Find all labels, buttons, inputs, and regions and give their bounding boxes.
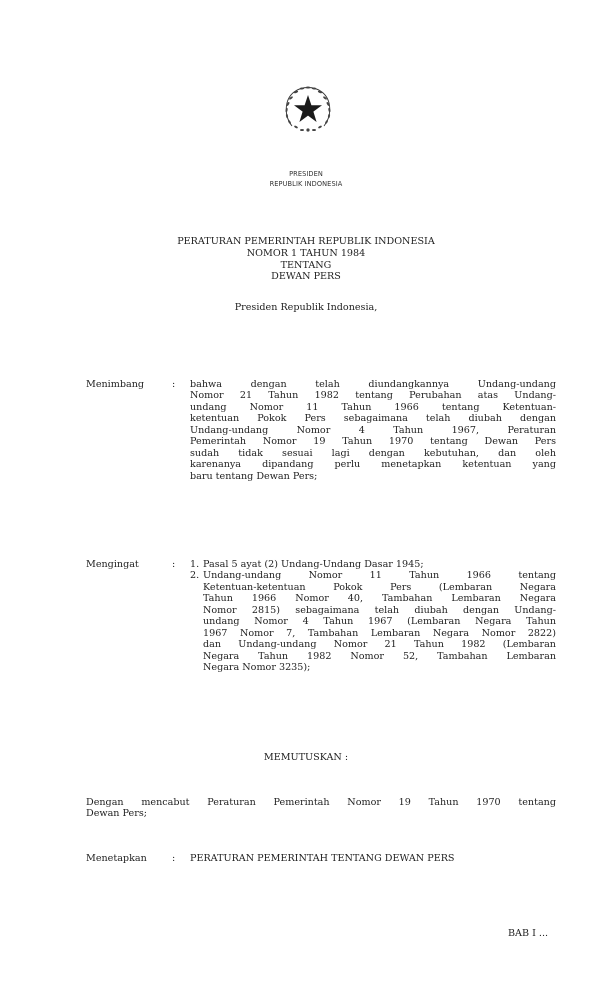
menetapkan-colon: : [172,853,176,864]
text-line: Pasal 5 ayat (2) Undang-Undang Dasar 1945; [203,559,424,570]
text-line: Dengan mencabut Peraturan Pemerintah Nomor 19 Tahun 1970 tentang [86,797,556,808]
preamble-president: Presiden Republik Indonesia, [234,302,378,313]
text-line: undang Nomor 4 Tahun 1967 (Lembaran Negara Tahun [203,616,556,628]
text-line: 1967 Nomor 7, Tambahan Lembaran Negara Nomor 2822) [203,627,556,639]
text-line: Undang-undang Nomor 4 Tahun 1967, Peraturan [190,424,556,436]
text-line: bahwa dengan telah diundangkannya Undang-undang [190,379,556,390]
text-line: ketentuan Pokok Pers sebagaimana telah diubah dengan [190,413,556,425]
text-line: undang Nomor 11 Tahun 1966 tentang Ketentuan- [190,401,556,413]
title-line-1: PERATURAN PEMERINTAH REPUBLIK INDONESIA [177,236,435,247]
text-line: baru tentang Dewan Pers; [190,470,318,482]
text-line: Nomor 21 Tahun 1982 tentang Perubahan atas Undang- [190,390,556,402]
header-republic-label: REPUBLIK INDONESIA [269,180,343,188]
mengingat-colon: : [172,559,176,570]
text-line: sudah tidak sesuai lagi dengan kebutuhan, dan oleh [190,447,556,459]
header-president-label: PRESIDEN [289,170,323,178]
text-line: Tahun 1966 Nomor 40, Tambahan Lembaran Negara [203,593,556,605]
next-page-marker: BAB I ... [508,928,549,939]
text-line: Undang-undang Nomor 11 Tahun 1966 tentang [203,570,556,582]
menimbang-colon: : [172,379,176,390]
text-line: Ketentuan-ketentuan Pokok Pers (Lembaran Negara [203,581,556,593]
menimbang-label: Menimbang [86,379,145,390]
title-line-2: NOMOR 1 TAHUN 1984 [246,247,366,259]
list-item-text [203,559,556,570]
menetapkan-value: PERATURAN PEMERINTAH TENTANG DEWAN PERS [190,853,455,864]
document-title [0,236,612,283]
list-item [190,570,556,673]
menetapkan-label: Menetapkan [86,853,147,864]
presidential-seal-star-icon [282,84,334,164]
mengingat-label: Mengingat [86,559,139,570]
list-number: 2. [190,570,200,582]
text-line: dan Undang-undang Nomor 21 Tahun 1982 (Lembaran [203,639,556,651]
text-line: Nomor 2815) sebagaimana telah diubah dengan Undang- [203,604,556,616]
text-line: karenanya dipandang perlu menetapkan ketentuan yang [190,459,556,471]
decision-heading: MEMUTUSKAN : [263,752,349,763]
list-item-text [203,570,556,673]
mengingat-list [190,559,556,673]
title-line-4: DEWAN PERS [271,271,341,283]
list-item [190,559,556,570]
revocation-paragraph [86,797,556,820]
list-number: 1. [190,559,200,570]
menimbang-body [190,379,556,482]
text-line: Negara Tahun 1982 Nomor 52, Tambahan Lembaran [203,650,556,662]
text-line: Dewan Pers; [86,808,147,820]
text-line: Pemerintah Nomor 19 Tahun 1970 tentang Dewan Pers [190,436,556,448]
title-line-3: TENTANG [280,259,332,271]
text-line: Negara Nomor 3235); [203,661,311,673]
